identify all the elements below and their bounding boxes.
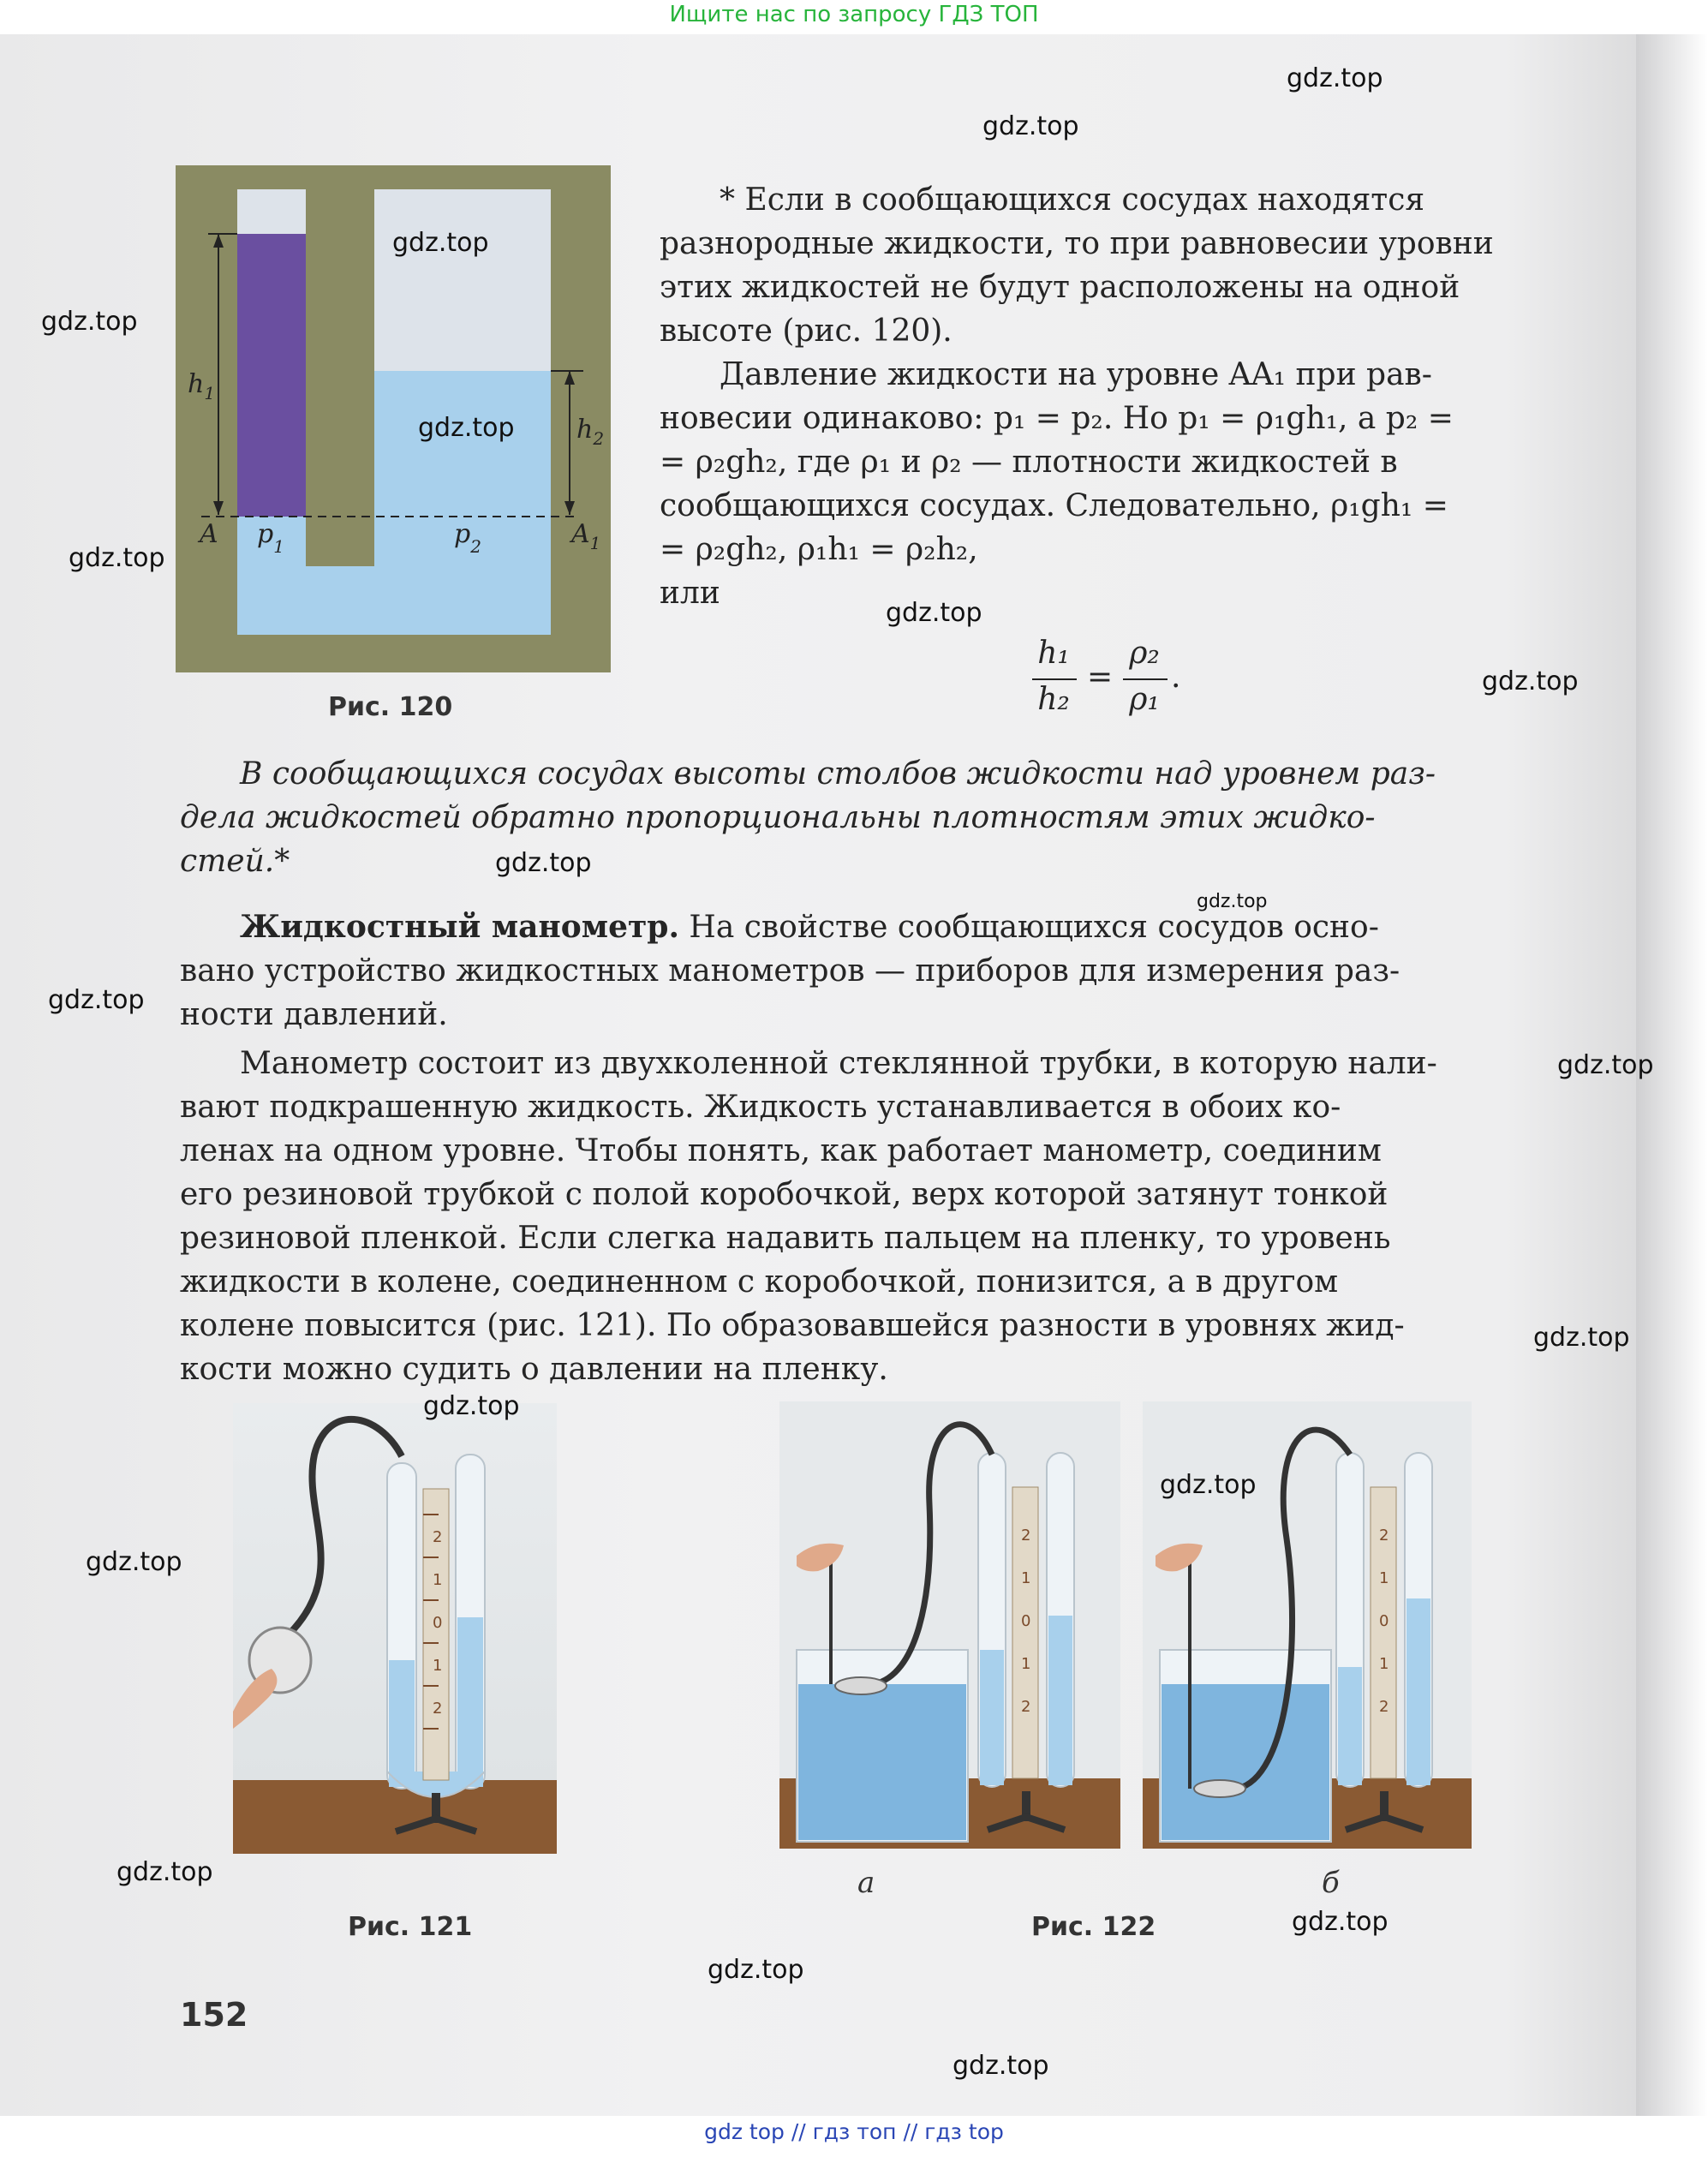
formula-period: . [1171,660,1181,695]
formula-num-right: ρ₂ [1129,636,1160,671]
rule-paragraph [180,752,1533,883]
pressure-line: сообщающихся сосудах. Следовательно, ρ₁gh₁ = [660,488,1448,523]
fig122a-mark: 1 [1021,1569,1031,1587]
ratio-formula [1032,636,1203,730]
watermark: gdz.top [953,2051,1049,2081]
intro-line: * Если в сообщающихся сосудах находятся [720,182,1425,218]
pressure-paragraph [660,353,1529,615]
formula-num-left: h₁ [1037,636,1070,671]
watermark: gdz.top [392,228,489,258]
manometer-paragraph [180,905,1533,1037]
pressure-line: Давление жидкости на уровне AA₁ при рав- [720,357,1432,392]
intro-paragraph [660,178,1529,353]
description-paragraph [180,1042,1533,1391]
pressure-line: или [660,576,720,611]
watermark: gdz.top [1160,1470,1257,1500]
fig122-caption: Рис. 122 [1031,1912,1156,1942]
fig122a-mark: 2 [1021,1698,1031,1716]
fig122b-mark: 1 [1379,1569,1389,1587]
fig120-label-A: A [200,519,218,549]
fig122-label-b: б [1322,1866,1340,1900]
page-number: 152 [180,1996,248,2034]
fig122a-box [835,1677,887,1694]
fig120-caption: Рис. 120 [328,692,453,722]
fig122-label-a: а [857,1866,875,1900]
fig120-label-p1: $p_1$ [257,519,284,557]
fig122b-beaker-water [1162,1684,1329,1840]
fig122b-mark: 2 [1379,1698,1389,1716]
watermark: gdz.top [1482,666,1579,696]
figure-121 [233,1403,557,1854]
fig120-purple-liquid [237,234,306,517]
manometer-heading: Жидкостный манометр. [240,909,679,945]
fig122a-mark: 1 [1021,1655,1031,1673]
description-line: жидкости в колене, соединенном с коробочкой, понизится, а в другом [180,1264,1339,1300]
pressure-line: = ρ₂gh₂, ρ₁h₁ = ρ₂h₂, [660,532,978,567]
fig122a-beaker-water [798,1684,966,1840]
figure-122a [779,1401,1120,1849]
fig122b-mark: 1 [1379,1655,1389,1673]
watermark: gdz.top [886,598,982,628]
fig120-label-p2: $p_2$ [454,519,481,557]
watermark: gdz.top [41,307,138,337]
description-line: резиновой пленкой. Если слегка надавить пальцем на пленку, то уровень [180,1221,1391,1256]
watermark: gdz.top [708,1955,804,1985]
rule-line: В сообщающихся сосудах высоты столбов жидкости над уровнем раз- [240,756,1436,792]
fig122b-box [1194,1780,1245,1797]
fig121-mark: 0 [433,1614,443,1632]
figure-122b [1143,1401,1472,1849]
watermark: gdz.top [418,413,515,443]
manometer-line: ности давлений. [180,997,448,1032]
fig121-mark: 1 [433,1657,443,1675]
description-line: его резиновой трубкой с полой коробочкой, верх которой затянут тонкой [180,1177,1388,1212]
description-line: ленах на одном уровне. Чтобы понять, как работает манометр, соединим [180,1133,1382,1168]
formula-equals: = [1087,660,1114,695]
watermark: gdz.top [69,543,165,573]
fig121-table [233,1780,557,1854]
manometer-line: Жидкостный манометр. На свойстве сообщающихся сосудов осно- [240,909,1379,945]
description-line: вают подкрашенную жидкость. Жидкость устанавливается в обоих ко- [180,1090,1341,1125]
fig121-caption: Рис. 121 [348,1912,473,1942]
fig122a-mark: 2 [1021,1527,1031,1545]
pressure-line: = ρ₂gh₂, где ρ₁ и ρ₂ — плотности жидкостей в [660,445,1398,480]
fig121-mark: 2 [433,1528,443,1546]
rule-line: дела жидкостей обратно пропорциональны плотностям этих жидко- [180,800,1376,835]
fig120-middle-wall [306,189,374,566]
watermark: gdz.top [86,1547,182,1577]
intro-line: разнородные жидкости, то при равновесии уровни [660,226,1494,261]
watermark: gdz.top [1287,63,1383,93]
formula-bar-left [1032,678,1077,680]
formula-den-left: h₂ [1037,682,1070,717]
watermark: gdz.top [116,1857,213,1887]
manometer-line: вано устройство жидкостных манометров — приборов для измерения раз- [180,953,1400,989]
watermark: gdz.top [495,848,592,878]
rule-line: стей.* [180,844,290,879]
watermark: gdz.top [1533,1323,1630,1353]
formula-bar-right [1123,678,1168,680]
fig122b-water-left [1338,1667,1362,1785]
fig121-mark: 1 [433,1571,443,1589]
description-line: колене повысится (рис. 121). По образовавшейся разности в уровнях жид- [180,1308,1405,1343]
watermark: gdz.top [1292,1907,1388,1937]
fig120-label-A1: $A_1$ [571,519,601,553]
description-line: кости можно судить о давлении на пленку. [180,1352,888,1387]
watermark: gdz.top [1197,891,1268,912]
formula-den-right: ρ₁ [1129,682,1160,717]
fig122a-water-right [1048,1616,1072,1785]
watermark: gdz.top [982,111,1079,141]
fig122a-mark: 0 [1021,1612,1031,1630]
fig121-water-left [389,1660,415,1787]
watermark: gdz.top [48,985,145,1015]
fig120-label-h2: $h_2$ [576,415,605,449]
watermark: gdz.top [423,1391,520,1421]
fig120-bottom-water [237,517,551,635]
fig122a-water-left [980,1650,1004,1785]
bottom-banner[interactable]: gdz top // гдз топ // гдз top [704,2119,1004,2144]
fig122b-mark: 2 [1379,1527,1389,1545]
fig120-label-h1: $h_1$ [188,369,216,403]
description-line: Манометр состоит из двухколенной стеклянной трубки, в которую нали- [240,1046,1437,1081]
intro-line: высоте (рис. 120). [660,314,953,349]
fig121-water-right [457,1617,483,1787]
fig121-mark: 2 [433,1700,443,1718]
top-banner[interactable]: Ищите нас по запросу ГДЗ ТОП [669,2,1039,27]
fig122b-mark: 0 [1379,1612,1389,1630]
pressure-line: новесии одинаково: p₁ = p₂. Но p₁ = ρ₁gh₁, а p₂ = [660,401,1454,436]
intro-line: этих жидкостей не будут расположены на одной [660,270,1460,305]
fig122b-water-right [1406,1598,1430,1785]
watermark: gdz.top [1557,1050,1654,1080]
